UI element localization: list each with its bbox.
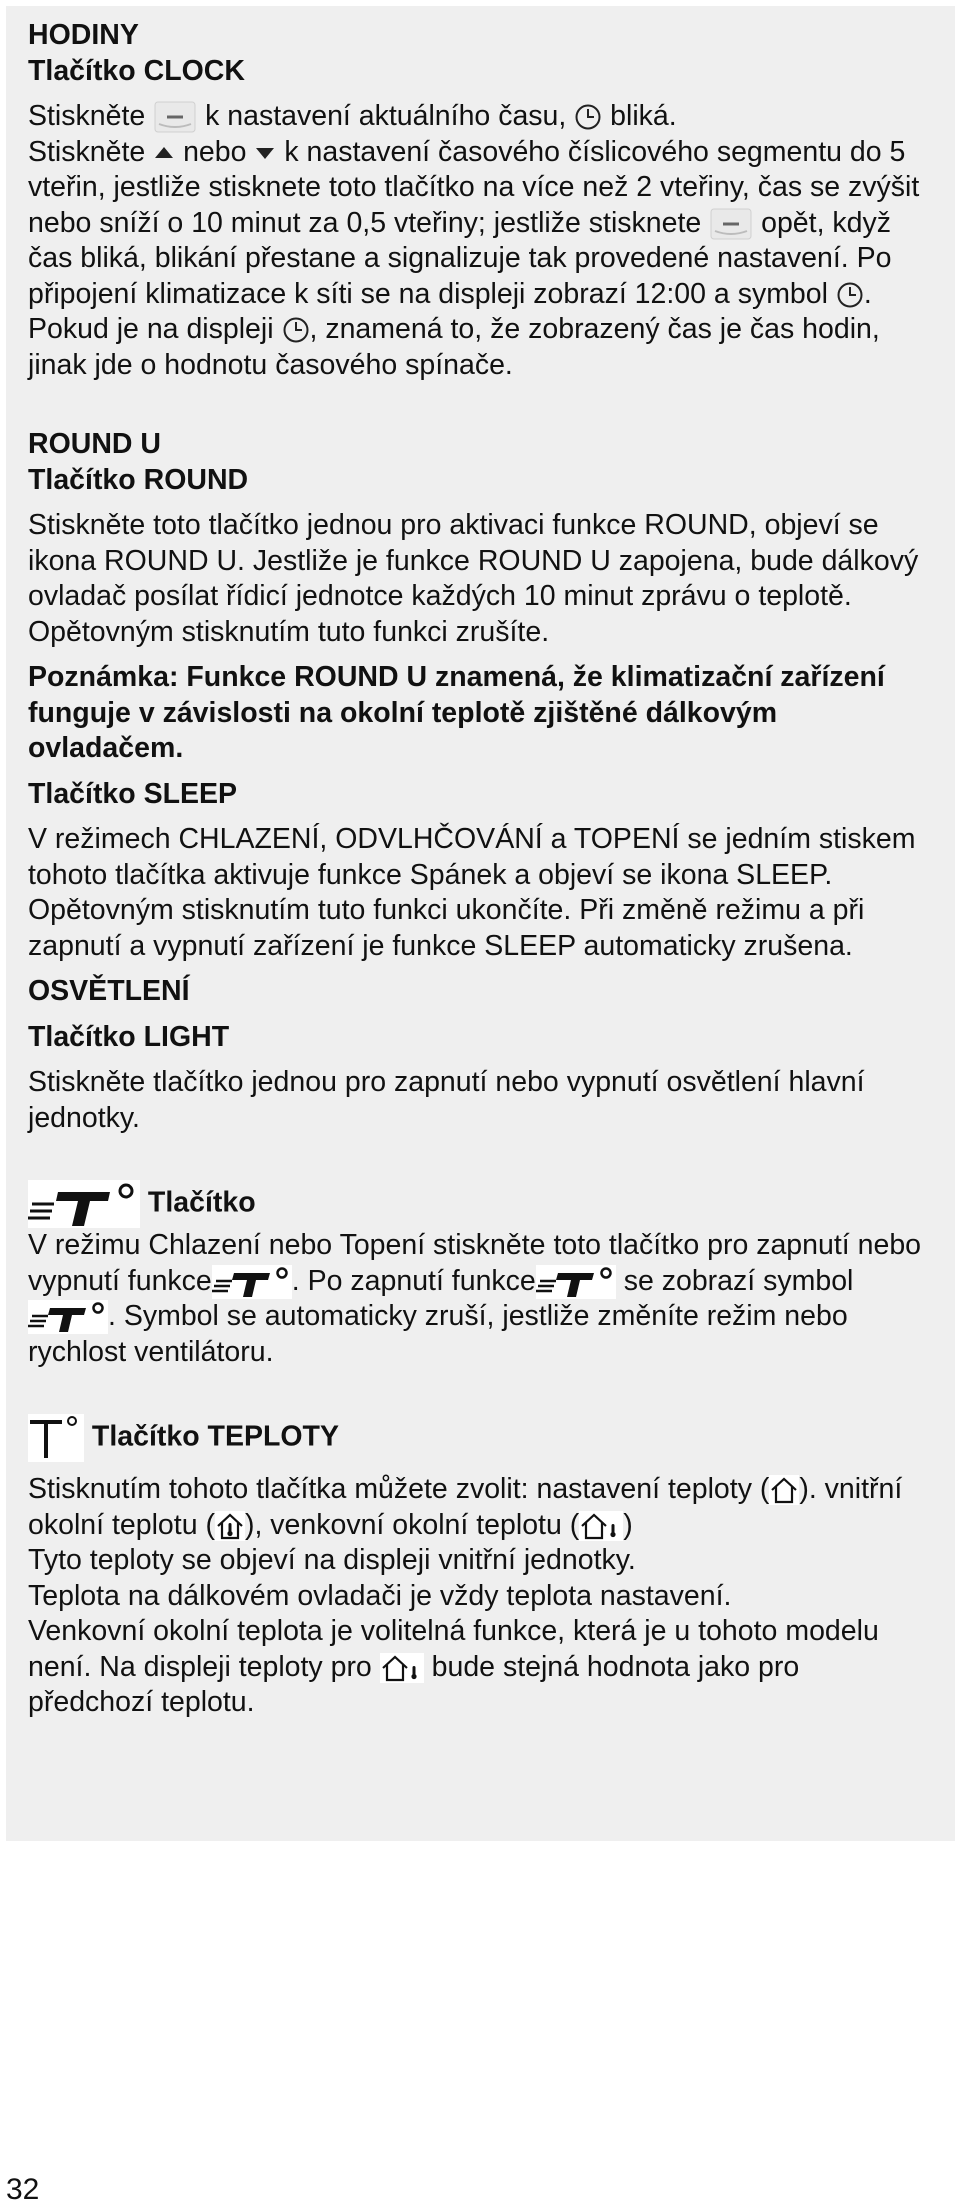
house-icon <box>769 1475 799 1505</box>
turbo-temp-icon <box>212 1265 292 1299</box>
clock-text-4: Stiskněte <box>28 135 146 168</box>
temp-button-label: Tlačítko TEPLOTY <box>91 1420 339 1453</box>
temp-icon <box>28 1414 84 1462</box>
clock-symbol-icon <box>574 103 602 131</box>
turbo-temp-icon <box>536 1265 616 1299</box>
page-number: 32 <box>6 2173 40 2206</box>
clock-button-icon <box>709 207 753 241</box>
temp-text-2: ). vnitřní okolní teplotu ( <box>28 1473 903 1541</box>
turbo-text-4: . Symbol se automaticky zruší, jestliže změníte režim nebo rychlost ventilátoru. <box>28 1300 848 1368</box>
turbo-text-2: . Po zapnutí funkce <box>291 1264 536 1297</box>
clock-paragraph <box>28 99 928 383</box>
sleep-paragraph: V režimech CHLAZENÍ, ODVLHČOVÁNÍ a TOPENÍ se jedním stiskem tohoto tlačítka aktivuje funkce Spánek a objeví se ikona SLEEP. Opětovným stisknutím tuto funkci ukončíte. Při změně režimu a při zapnutí a vypnutí zařízení je funkce SLEEP automaticky zrušena. <box>28 823 916 962</box>
turbo-temp-paragraph <box>28 1228 928 1370</box>
house-outdoor-icon <box>380 1653 424 1683</box>
clock-text-8: . Pokud je na displeji <box>28 277 872 345</box>
clock-text-7: opět, když čas bliká, blikání přestane a signalizuje tak provedené nastavení. Po připojení klimatizace k síti se na displeji zobrazí 12:00 a symbol <box>28 206 892 310</box>
round-button-title: Tlačítko ROUND <box>28 463 249 496</box>
up-arrow-icon <box>153 146 175 160</box>
house-outdoor-icon <box>579 1511 623 1541</box>
house-indoor-icon <box>215 1511 245 1541</box>
clock-button-title: Tlačítko CLOCK <box>28 54 245 87</box>
clock-button-icon <box>153 100 197 134</box>
turbo-text-1: V režimu Chlazení nebo Topení stiskněte toto tlačítko pro zapnutí nebo vypnutí funkce <box>28 1229 922 1297</box>
turbo-temp-title <box>28 1180 928 1228</box>
temp-text-6: Teplota na dálkovém ovladači je vždy teplota nastavení. <box>28 1579 732 1612</box>
light-paragraph: Stiskněte tlačítko jednou pro zapnutí nebo vypnutí osvětlení hlavní jednotky. <box>28 1066 865 1134</box>
temp-text-8: bude stejná hodnota jako pro předchozí teplotu. <box>28 1650 800 1718</box>
temp-text-3: ), venkovní okolní teplotu ( <box>244 1508 580 1541</box>
section-title-round: ROUND U <box>28 428 161 460</box>
round-note: Poznámka: Funkce ROUND U znamená, že klimatizační zařízení funguje v závislosti na okolní teplotě zjištěné dálkovým ovladačem. <box>28 661 885 764</box>
temp-text-7: Venkovní okolní teplota je volitelná funkce, která je u tohoto modelu není. Na displeji teploty pro <box>28 1615 879 1683</box>
clock-symbol-icon <box>836 281 864 309</box>
turbo-text-3: se zobrazí symbol <box>623 1264 854 1297</box>
down-arrow-icon <box>254 146 276 160</box>
temp-text-5: Tyto teploty se objeví na displeji vnitřní jednotky. <box>28 1544 636 1576</box>
turbo-temp-button-label: Tlačítko <box>147 1186 256 1219</box>
clock-text-2: k nastavení aktuálního času, <box>205 100 567 132</box>
clock-text-6: k nastavení časového číslicového segmentu do 5 vteřin, jestliže stisknete toto tlačítko na více než 2 vteřiny, čas se zvýšit nebo sníží o 10 minut za 0,5 vteřiny; jestliže stisknete <box>28 135 920 239</box>
clock-text-3: bliká. <box>610 100 677 132</box>
sleep-button-title: Tlačítko SLEEP <box>28 777 238 810</box>
section-title-clock: HODINY <box>28 19 139 51</box>
clock-text-1: Stiskněte <box>28 100 146 132</box>
section-title-light: OSVĚTLENÍ <box>28 975 190 1007</box>
temp-paragraph <box>28 1472 928 1721</box>
turbo-temp-icon <box>28 1300 108 1334</box>
temp-text-4: ) <box>623 1508 633 1541</box>
clock-text-9: , znamená to, že zobrazený čas je čas hodin, jinak jde o hodnotu časového spínače. <box>28 313 880 381</box>
round-paragraph: Stiskněte toto tlačítko jednou pro aktivaci funkce ROUND, objeví se ikona ROUND U. Jestliže je funkce ROUND U zapojena, bude dálkový ovladač posílat řídicí jednotce každých 10 minut zprávu o teplotě. Opětovným stisknutím tuto funkci zrušíte. <box>28 509 919 648</box>
turbo-temp-icon <box>28 1180 140 1228</box>
temp-title <box>28 1414 928 1462</box>
clock-symbol-icon <box>282 316 310 344</box>
light-button-title: Tlačítko LIGHT <box>28 1020 230 1053</box>
temp-text-1: Stisknutím tohoto tlačítka můžete zvolit: nastavení teploty ( <box>28 1473 770 1505</box>
clock-text-5: nebo <box>183 135 247 168</box>
page-content <box>28 18 928 1721</box>
